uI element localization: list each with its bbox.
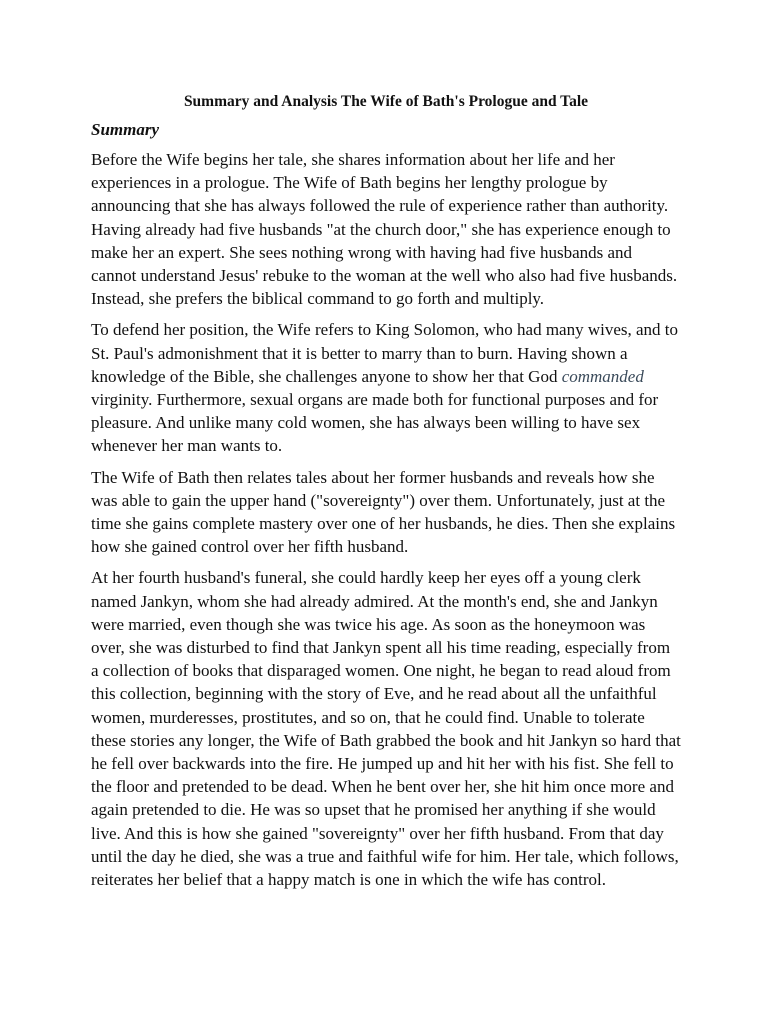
document-page [91, 92, 681, 899]
document-title: Summary and Analysis The Wife of Bath's Prologue and Tale [183, 93, 589, 110]
paragraph-2-text-after: virginity. Furthermore, sexual organs are made both for functional purposes and for pleasure. And unlike many cold women, she has always been willing to have sex whenever her man wants to. [91, 390, 659, 456]
emphasized-word: commanded [561, 366, 644, 386]
paragraph-2 [91, 318, 681, 457]
paragraph-1: Before the Wife begins her tale, she shares information about her life and her experiences in a prologue. The Wife of Bath begins her lengthy prologue by announcing that she has always followed the rule of experience rather than authority. Having already had five husbands "at the church door," she has experience enough to make her an expert. She sees nothing wrong with having had five husbands and cannot understand Jesus' rebuke to the woman at the well who also had five husbands. Instead, she prefers the biblical command to go forth and multiply. [91, 150, 678, 309]
paragraph-3: The Wife of Bath then relates tales about her former husbands and reveals how she was able to gain the upper hand ("sovereignty") over them. Unfortunately, just at the time she gains complete mastery over one of her husbands, he dies. Then she explains how she gained control over her fifth husband. [91, 467, 676, 557]
section-heading-summary: Summary [91, 120, 160, 139]
paragraph-2-text-before: To defend her position, the Wife refers to King Solomon, who had many wives, and to St. Paul's admonishment that it is better to marry than to burn. Having shown a knowledge of the Bible, she challenges anyone to show her that God [91, 320, 679, 386]
paragraph-4: At her fourth husband's funeral, she could hardly keep her eyes off a young clerk named Jankyn, whom she had already admired. At the month's end, she and Jankyn were married, even though she was twice his age. As soon as the honeymoon was over, she was disturbed to find that Jankyn spent all his time reading, especially from a collection of books that disparaged women. One night, he began to read aloud from this collection, beginning with the story of Eve, and he read about all the unfaithful women, murderesses, prostitutes, and so on, that he could find. Unable to tolerate these stories any longer, the Wife of Bath grabbed the book and hit Jankyn so hard that he fell over backwards into the fire. He jumped up and hit her with his fist. She fell to the floor and pretended to be dead. When he bent over her, she hit him once more and again pretended to die. He was so upset that he promised her anything if she would live. And this is how she gained "sovereignty" over her fifth husband. From that day until the day he died, she was a true and faithful wife for him. Her tale, which follows, reiterates her belief that a happy match is one in which the wife has control. [91, 568, 681, 890]
